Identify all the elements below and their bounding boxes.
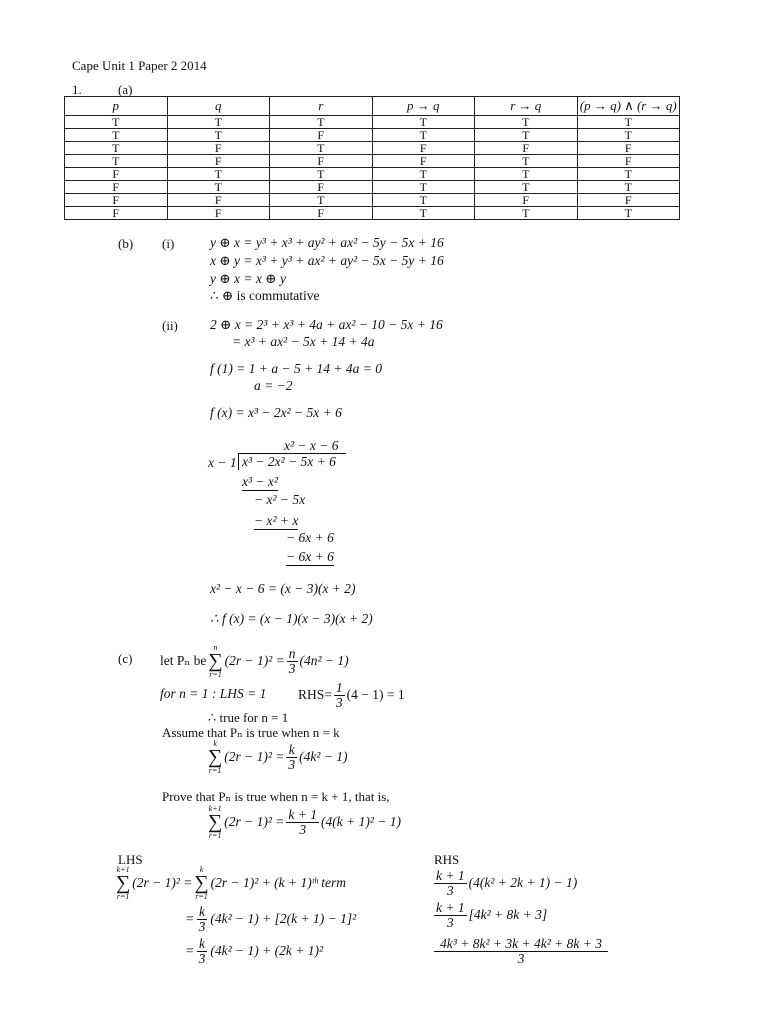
truth-table-cell: T <box>372 194 475 207</box>
truth-table-cell: T <box>65 155 168 168</box>
base-case-lhs: for n = 1 : LHS = 1 <box>160 686 267 701</box>
truth-table-cell: F <box>167 207 270 220</box>
header-p-implies-q: p → q <box>372 97 475 116</box>
pn-statement <box>160 643 349 679</box>
frac-numerator: 4k³ + 8k² + 3k + 4k² + 8k + 3 <box>434 937 608 952</box>
sum-lower-limit: r=1 <box>208 766 222 775</box>
prove-frac-denominator: 3 <box>299 821 307 837</box>
truth-table-row <box>65 155 680 168</box>
truth-table-cell: T <box>270 168 373 181</box>
header-r-implies-q: r → q <box>475 97 578 116</box>
commutative-line-1: y ⊕ x = y³ + x³ + ay² + ax² − 5y − 5x + 16 <box>210 235 444 250</box>
summation-k: k ∑ r=1 <box>208 739 223 775</box>
prove-frac-numerator: k + 1 <box>288 806 318 822</box>
equals-sign: = <box>186 911 194 926</box>
truth-table-cell: F <box>65 181 168 194</box>
truth-table-cell: T <box>167 129 270 142</box>
prove-summand: (2r − 1)² = <box>224 814 285 829</box>
truth-table-row <box>65 207 680 220</box>
header-q: q <box>167 97 270 116</box>
truth-table-row <box>65 168 680 181</box>
sum-upper-limit: n <box>213 643 218 652</box>
truth-table-cell: T <box>372 181 475 194</box>
truth-table-cell: F <box>65 168 168 181</box>
lhs-1-summand: (2r − 1)² = <box>132 875 193 890</box>
division-step-3: − x² + x <box>254 513 299 528</box>
rhs-2-tail: [4k² + 8k + 3] <box>468 907 548 922</box>
truth-table-cell: T <box>577 207 680 220</box>
truth-table-cell: F <box>167 142 270 155</box>
truth-table-cell: F <box>65 207 168 220</box>
truth-table-cell: T <box>372 116 475 129</box>
part-c-label: (c) <box>118 651 133 666</box>
truth-table-row <box>65 194 680 207</box>
pn-summand: (2r − 1)² = <box>224 653 285 668</box>
truth-table-row <box>65 181 680 194</box>
pn-frac-denominator: 3 <box>288 660 296 676</box>
question-number: 1. <box>72 82 82 97</box>
truth-table-cell: T <box>270 116 373 129</box>
truth-table-cell: T <box>475 181 578 194</box>
equals-sign: = <box>186 943 194 958</box>
assumption-fraction <box>286 743 297 772</box>
lhs-line-3 <box>186 934 323 968</box>
truth-table-cell: T <box>372 129 475 142</box>
lhs-2-tail: (4k² − 1) + [2(k + 1) − 1]² <box>210 911 357 926</box>
sum-upper-limit: k <box>213 739 217 748</box>
document-title: Cape Unit 1 Paper 2 2014 <box>72 58 207 73</box>
sum-upper-limit: k <box>199 865 204 874</box>
frac-denominator: 3 <box>198 950 206 966</box>
truth-table-row <box>65 129 680 142</box>
sum-upper-limit: k+1 <box>208 804 222 813</box>
sum-lower-limit: r=1 <box>209 670 222 679</box>
frac-denominator: 3 <box>446 914 454 930</box>
true-for-n1: ∴ true for n = 1 <box>208 710 289 725</box>
division-quotient: x² − x − 6 <box>284 438 339 453</box>
rhs-frac-numerator: 1 <box>335 679 343 695</box>
truth-table-cell: F <box>270 129 373 142</box>
a-value: a = −2 <box>254 378 293 393</box>
prove-fraction <box>286 808 319 837</box>
prove-line: Prove that Pₙ is true when n = k + 1, that is, <box>162 789 390 804</box>
lhs-summation-k-plus-1: k+1 ∑ r=1 <box>116 865 131 901</box>
part-a-label: (a) <box>118 82 133 97</box>
sum-lower-limit: r=1 <box>208 831 222 840</box>
prove-equation <box>208 804 401 840</box>
assumption-equation <box>208 740 348 774</box>
substitution-line-1: 2 ⊕ x = 2³ + x³ + 4a + ax² − 10 − 5x + 16 <box>210 317 443 332</box>
truth-table-cell: T <box>270 142 373 155</box>
summation-k-plus-1: k+1 ∑ r=1 <box>208 804 223 840</box>
lhs-2-fraction <box>197 905 208 934</box>
lhs-3-tail: (4k² − 1) + (2k + 1)² <box>210 943 324 958</box>
truth-table-cell: T <box>577 168 680 181</box>
lhs-1-tail: (2r − 1)² + (k + 1)ᵗʰ term <box>210 875 346 890</box>
commutative-conclusion: ∴ ⊕ is commutative <box>210 288 320 303</box>
truth-table-cell: F <box>475 142 578 155</box>
assumption-frac-numerator: k <box>286 743 297 758</box>
truth-table-cell: F <box>270 181 373 194</box>
commutative-line-2: x ⊕ y = x³ + y³ + ax² + ay² − 5x − 5y + 16 <box>210 253 444 268</box>
truth-table-cell: F <box>372 155 475 168</box>
division-step-2: − x² − 5x <box>254 492 306 507</box>
part-b-ii-label: (ii) <box>162 318 178 333</box>
frac-numerator: k + 1 <box>436 899 465 915</box>
truth-table-cell: F <box>167 155 270 168</box>
quadratic-factorisation: x² − x − 6 = (x − 3)(x + 2) <box>210 581 356 596</box>
rhs-label: RHS= <box>298 687 332 702</box>
pn-tail: (4n² − 1) <box>299 653 349 668</box>
truth-table-cell: T <box>475 129 578 142</box>
truth-table-cell: T <box>577 116 680 129</box>
assumption-tail: (4k² − 1) <box>299 749 348 764</box>
division-divisor: x − 1 <box>208 455 237 470</box>
part-b-i-label: (i) <box>162 236 175 251</box>
rhs-fraction <box>334 681 345 710</box>
frac-numerator: k + 1 <box>436 867 465 883</box>
lhs-line-1 <box>116 866 346 900</box>
truth-table-cell: F <box>270 155 373 168</box>
rhs-line-2 <box>434 898 547 932</box>
truth-table-cell: F <box>577 155 680 168</box>
truth-table-cell: F <box>270 207 373 220</box>
truth-table-cell: T <box>65 116 168 129</box>
header-p: p <box>65 97 168 116</box>
f1-equation: f (1) = 1 + a − 5 + 14 + 4a = 0 <box>210 361 383 376</box>
pn-frac-numerator: n <box>288 645 296 661</box>
prove-tail: (4(k + 1)² − 1) <box>321 814 402 829</box>
frac-denominator: 3 <box>517 950 525 966</box>
truth-table-cell: F <box>577 142 680 155</box>
truth-table-cell: T <box>475 116 578 129</box>
rhs-3-fraction <box>434 937 608 966</box>
truth-table-cell: F <box>167 194 270 207</box>
assumption-line: Assume that Pₙ is true when n = k <box>162 725 340 740</box>
frac-numerator: k <box>197 905 208 920</box>
rhs-2-fraction <box>434 901 467 930</box>
division-step-4: − 6x + 6 <box>286 530 334 545</box>
truth-table <box>64 96 680 220</box>
truth-table-cell: T <box>65 142 168 155</box>
pn-fraction <box>287 647 298 676</box>
truth-table-row <box>65 116 680 129</box>
truth-table-cell: F <box>372 142 475 155</box>
truth-table-cell: T <box>475 155 578 168</box>
division-step-1: x³ − x² <box>242 474 278 489</box>
truth-table-cell: T <box>167 181 270 194</box>
truth-table-row <box>65 142 680 155</box>
division-dividend: x³ − 2x² − 5x + 6 <box>238 453 346 470</box>
truth-table-cell: T <box>270 194 373 207</box>
truth-table-cell: T <box>372 207 475 220</box>
part-b-label: (b) <box>118 236 134 251</box>
truth-table-cell: T <box>475 168 578 181</box>
summation-n: n ∑ r=1 <box>208 643 223 679</box>
rhs-title: RHS <box>434 852 460 867</box>
truth-table-cell: T <box>475 207 578 220</box>
substitution-line-2: = x³ + ax² − 5x + 14 + 4a <box>232 334 375 349</box>
assumption-frac-denominator: 3 <box>288 756 296 772</box>
truth-table-cell: F <box>65 194 168 207</box>
lhs-line-2 <box>186 902 356 936</box>
sum-lower-limit: r=1 <box>195 892 208 901</box>
rhs-line-3 <box>434 934 608 968</box>
rhs-line-1 <box>434 866 577 900</box>
frac-denominator: 3 <box>446 882 454 898</box>
base-case-rhs <box>298 680 405 710</box>
lhs-title: LHS <box>118 852 143 867</box>
truth-table-header-row <box>65 97 680 116</box>
assumption-summand: (2r − 1)² = <box>224 749 285 764</box>
truth-table-cell: T <box>577 129 680 142</box>
frac-numerator: k <box>197 937 208 952</box>
rhs-1-fraction <box>434 869 467 898</box>
truth-table-cell: T <box>65 129 168 142</box>
rhs-frac-denominator: 3 <box>335 694 343 710</box>
truth-table-cell: F <box>475 194 578 207</box>
fx-polynomial: f (x) = x³ − 2x² − 5x + 6 <box>210 405 342 420</box>
lhs-summation-k: k ∑ r=1 <box>194 865 209 901</box>
sum-upper-limit: k+1 <box>116 865 130 874</box>
truth-table-cell: T <box>372 168 475 181</box>
commutative-line-3: y ⊕ x = x ⊕ y <box>210 271 286 286</box>
sum-lower-limit: r=1 <box>116 892 130 901</box>
truth-table-cell: T <box>577 181 680 194</box>
header-r: r <box>270 97 373 116</box>
truth-table-cell: F <box>577 194 680 207</box>
frac-denominator: 3 <box>198 918 206 934</box>
truth-table-cell: T <box>167 116 270 129</box>
rhs-tail: (4 − 1) = 1 <box>346 687 405 702</box>
division-step-5: − 6x + 6 <box>286 549 334 564</box>
fx-factorised: ∴ f (x) = (x − 1)(x − 3)(x + 2) <box>210 611 373 626</box>
header-conjunction: (p → q) ∧ (r → q) <box>577 97 680 116</box>
rhs-1-tail: (4(k² + 2k + 1) − 1) <box>468 875 578 890</box>
lhs-3-fraction <box>197 937 208 966</box>
truth-table-cell: T <box>167 168 270 181</box>
let-text: let Pₙ be <box>160 653 207 668</box>
